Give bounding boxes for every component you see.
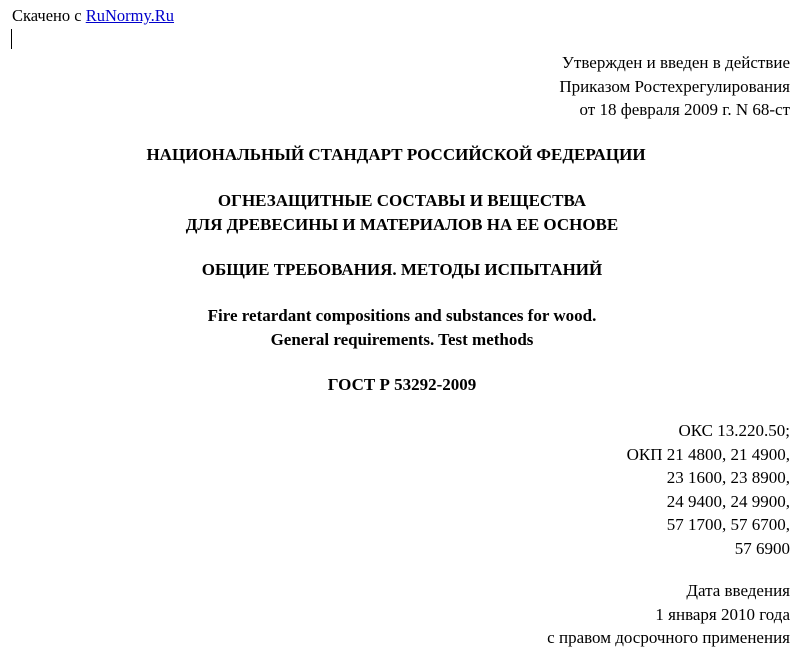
classification-line: 24 9400, 24 9900, xyxy=(666,491,790,511)
approval-line: Утвержден и введен в действие xyxy=(561,53,790,72)
source-prefix: Скачено с xyxy=(12,6,86,25)
introduction-line: 1 января 2010 года xyxy=(655,604,790,624)
text-cursor xyxy=(11,29,12,49)
approval-line: Приказом Ростехрегулирования xyxy=(559,76,790,96)
classification-block xyxy=(627,419,790,560)
source-line xyxy=(12,6,174,26)
gost-number xyxy=(4,373,796,397)
title-ru-line: ОГНЕЗАЩИТНЫЕ СОСТАВЫ И ВЕЩЕСТВА xyxy=(217,191,587,210)
source-link[interactable]: RuNormy.Ru xyxy=(85,6,175,25)
title-en-line: Fire retardant compositions and substances for wood. xyxy=(207,306,597,325)
approval-line: от 18 февраля 2009 г. N 68-ст xyxy=(579,100,790,119)
classification-line: ОКП 21 4800, 21 4900, xyxy=(626,444,790,464)
title-ru-line: ДЛЯ ДРЕВЕСИНЫ И МАТЕРИАЛОВ НА ЕЕ ОСНОВЕ xyxy=(185,214,619,234)
introduction-date-block xyxy=(547,579,790,650)
classification-line: ОКС 13.220.50; xyxy=(678,421,790,440)
title-ru xyxy=(4,189,796,236)
classification-line: 57 1700, 57 6700, xyxy=(666,515,790,534)
classification-line: 23 1600, 23 8900, xyxy=(666,468,790,487)
introduction-line: с правом досрочного применения xyxy=(547,628,790,647)
gost-number-text: ГОСТ Р 53292-2009 xyxy=(327,375,477,394)
classification-line: 57 6900 xyxy=(734,538,790,558)
national-standard-text: НАЦИОНАЛЬНЫЙ СТАНДАРТ РОССИЙСКОЙ ФЕДЕРАЦИИ xyxy=(146,145,646,164)
national-standard-heading xyxy=(0,143,794,167)
approval-block xyxy=(559,51,790,122)
title-en xyxy=(4,304,796,351)
subtitle-ru-text: ОБЩИЕ ТРЕБОВАНИЯ. МЕТОДЫ ИСПЫТАНИЙ xyxy=(201,260,603,279)
subtitle-ru xyxy=(4,258,796,282)
title-en-line: General requirements. Test methods xyxy=(270,329,534,349)
introduction-line: Дата введения xyxy=(686,581,790,600)
